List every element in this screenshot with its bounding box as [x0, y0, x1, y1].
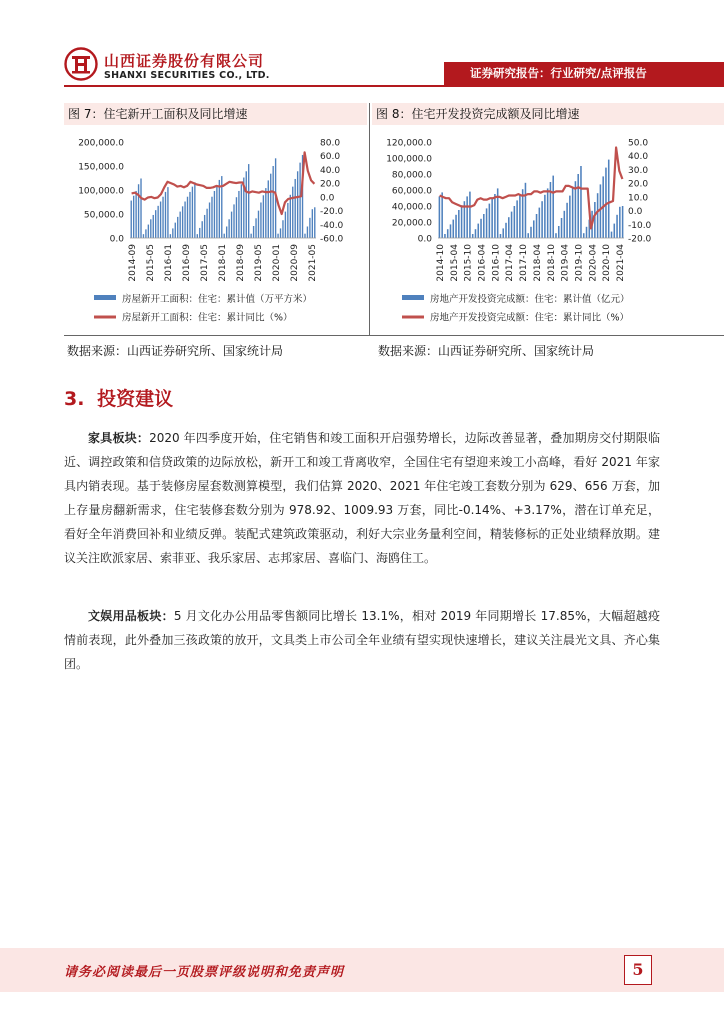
chart-bar — [170, 234, 171, 238]
right-axis-tick-label: -10.0 — [628, 220, 652, 231]
chart-bar — [472, 234, 474, 238]
x-axis-tick-label: 2015-10 — [463, 244, 474, 282]
left-axis-tick-label: 80,000.0 — [391, 170, 432, 181]
chart-bar — [199, 228, 200, 238]
footer-disclaimer: 请务必阅读最后一页股票评级说明和免责声明 — [64, 965, 345, 980]
right-axis-tick-label: 0.0 — [628, 207, 643, 218]
chart-bar — [600, 184, 602, 238]
chart-bar — [611, 232, 613, 238]
chart-bar — [541, 201, 543, 238]
x-axis-tick-label: 2018-09 — [236, 244, 246, 282]
chart-bar — [241, 184, 242, 238]
right-axis-tick-label: 0.0 — [320, 193, 335, 204]
chart-bar — [539, 208, 541, 238]
chart-bar — [486, 208, 488, 238]
chart-bar — [450, 224, 452, 238]
chart-bar — [292, 187, 293, 238]
left-axis-tick-label: 0.0 — [109, 234, 124, 245]
chart-bar — [133, 196, 134, 238]
chart-bar — [586, 227, 588, 238]
report-type: 证券研究报告：行业研究/点评报告 — [470, 66, 647, 80]
chart-bar — [219, 180, 220, 238]
chart-bar — [172, 228, 173, 238]
chart-bar — [575, 181, 577, 238]
figure-7-title: 图 7：住宅新开工面积及同比增速 — [64, 103, 367, 125]
chart-bar — [447, 229, 449, 238]
chart-bar — [491, 199, 493, 238]
chart-bar — [580, 166, 582, 238]
x-axis-tick-label: 2015-05 — [146, 244, 156, 282]
chart-bar — [238, 191, 239, 238]
chart-bar — [614, 224, 616, 238]
section-title: 投资建议 — [97, 388, 174, 410]
chart-bar — [248, 164, 249, 238]
chart-bar — [314, 207, 315, 238]
chart-bar — [572, 188, 574, 238]
chart-residential-investment — [372, 128, 724, 333]
chart-bar — [500, 234, 502, 238]
chart-bar — [143, 234, 144, 238]
left-axis-tick-label: 0.0 — [417, 234, 432, 245]
chart-bar — [246, 171, 247, 238]
chart-bar — [536, 214, 538, 238]
figure-8-title: 图 8：住宅开发投资完成额及同比增速 — [372, 103, 724, 125]
chart-bar — [533, 220, 535, 238]
chart-bar — [204, 215, 205, 238]
left-axis-tick-label: 100,000.0 — [386, 154, 432, 165]
chart-bar — [290, 195, 291, 238]
chart-bar — [160, 202, 161, 238]
right-axis-tick-label: 20.0 — [320, 179, 341, 190]
figure-8-source: 数据来源：山西证券研究所、国家统计局 — [378, 344, 595, 358]
x-axis-tick-label: 2021-04 — [616, 244, 626, 282]
right-axis-tick-label: 60.0 — [320, 152, 341, 163]
chart-bar — [268, 180, 269, 238]
chart-bar — [547, 188, 549, 238]
chart-bar — [165, 192, 166, 238]
chart-bar — [157, 206, 158, 238]
left-axis-tick-label: 120,000.0 — [386, 138, 432, 149]
chart-bar — [566, 203, 568, 238]
x-axis-tick-label: 2020-09 — [290, 244, 300, 282]
chart-bar — [226, 226, 227, 238]
chart-bar — [469, 192, 471, 238]
chart-bar — [461, 205, 463, 238]
chart-bar — [167, 187, 168, 238]
legend-swatch-bar — [94, 295, 116, 300]
chart-bar — [231, 212, 232, 238]
chart-bar — [233, 204, 234, 238]
chart-bar — [131, 201, 132, 238]
x-axis-tick-label: 2016-01 — [164, 244, 174, 282]
chart-bar — [299, 163, 300, 238]
x-axis-tick-label: 2014-10 — [436, 244, 446, 282]
chart-bar — [297, 171, 298, 238]
x-axis-tick-label: 2020-01 — [272, 244, 282, 282]
figure-divider — [369, 103, 370, 335]
legend-label-bar: 房地产开发投资完成额：住宅：累计值（亿元） — [430, 294, 630, 305]
chart-bar — [197, 234, 198, 238]
chart-bar — [250, 234, 251, 238]
chart-bar — [508, 217, 510, 238]
figure-bottom-rule — [64, 335, 724, 336]
right-axis-tick-label: 20.0 — [628, 179, 649, 190]
right-axis-tick-label: -40.0 — [320, 220, 344, 231]
chart-bar — [477, 224, 479, 238]
chart-bar — [452, 220, 454, 238]
chart-bar — [622, 206, 624, 238]
chart-bar — [189, 192, 190, 238]
x-axis-tick-label: 2014-09 — [128, 244, 138, 282]
chart-bar — [307, 226, 308, 238]
chart-bar — [544, 195, 546, 238]
chart-bar — [265, 188, 266, 238]
chart-bar — [206, 209, 207, 238]
x-axis-tick-label: 2020-10 — [602, 244, 613, 282]
chart-bar — [150, 219, 151, 238]
chart-bar — [138, 184, 139, 238]
chart-bar — [295, 179, 296, 238]
chart-bar — [530, 227, 532, 238]
chart-bar — [258, 211, 259, 238]
chart-bar — [505, 223, 507, 238]
right-axis-tick-label: 30.0 — [628, 165, 649, 176]
section-number: 3. — [64, 388, 85, 410]
chart-bar — [577, 174, 579, 238]
paragraph-furniture-text: 2020 年四季度开始，住宅销售和竣工面积开启强势增长，边际改善显著，叠加期房交付期限临近、调控政策和信贷政策的边际放松，新开工和竣工背离收窄，全国住宅有望迎来竣工小高峰，看好 2021 年家具内销表现。基于装修房屋套数测算模型，我们估算 2020、2021 年住宅竣工套数分别为 629、656 万套，加上存量房翻新需求，住宅装修套数分别为 978.92、1009.93 万套，同比-0.14%、+3.17%，潜在订单充足，看好全年消费回补和业绩反弹。装配式建筑政策驱动，利好大宗业务量利空间，精装修标的正处业绩释放期。建议关注欧派家居、索菲亚、我乐家居、志邦家居、喜临门、海鸥住工。 — [64, 431, 660, 565]
chart-bar — [135, 191, 136, 238]
chart-bar — [516, 200, 518, 238]
chart-bar — [202, 221, 203, 238]
chart-bar — [304, 234, 305, 238]
left-axis-tick-label: 100,000.0 — [78, 186, 124, 197]
x-axis-tick-label: 2019-05 — [254, 244, 264, 282]
chart-bar — [558, 226, 560, 238]
chart-bar — [561, 218, 563, 238]
chart-bar — [277, 234, 278, 238]
x-axis-tick-label: 2021-05 — [308, 244, 318, 282]
left-axis-tick-label: 200,000.0 — [78, 138, 124, 149]
chart-bar — [511, 212, 513, 238]
right-axis-tick-label: 40.0 — [628, 152, 649, 163]
chart-bar — [255, 218, 256, 238]
chart-bar — [594, 202, 596, 238]
chart-bar — [458, 210, 460, 238]
chart-bar — [236, 197, 237, 238]
left-axis-tick-label: 40,000.0 — [391, 202, 432, 213]
x-axis-tick-label: 2017-04 — [505, 244, 516, 282]
chart-bar — [514, 206, 516, 238]
chart-bar — [228, 219, 229, 238]
paragraph-stationery-lead: 文娱用品板块： — [88, 609, 174, 623]
legend-label-line: 房屋新开工面积：住宅：累计同比（%） — [122, 312, 293, 324]
chart-bar — [519, 195, 521, 238]
x-axis-tick-label: 2020-04 — [588, 243, 599, 282]
chart-bar — [209, 202, 210, 238]
company-name-en: SHANXI SECURITIES CO., LTD. — [104, 70, 270, 81]
page-number: 5 — [624, 955, 652, 985]
chart-bar — [182, 206, 183, 238]
x-axis-tick-label: 2016-04 — [477, 244, 488, 282]
chart-bar — [502, 228, 504, 238]
chart-bar — [480, 219, 482, 238]
chart-bar — [192, 187, 193, 238]
right-axis-tick-label: 40.0 — [320, 165, 341, 176]
legend-swatch-bar — [402, 295, 424, 300]
chart-bar — [597, 193, 599, 238]
chart-bar — [552, 176, 554, 238]
chart-line-yoy — [132, 152, 315, 214]
chart-bar — [616, 215, 618, 238]
chart-bar — [175, 223, 176, 238]
x-axis-tick-label: 2019-04 — [560, 244, 571, 282]
chart-bar — [583, 233, 585, 238]
paragraph-furniture — [64, 426, 660, 570]
chart-bar — [555, 233, 557, 238]
left-axis-tick-label: 150,000.0 — [78, 162, 124, 173]
chart-bar — [214, 191, 215, 238]
chart-residential-new-starts — [64, 128, 367, 333]
chart-bar — [162, 197, 163, 238]
x-axis-tick-label: 2016-09 — [182, 244, 192, 282]
chart-bar — [263, 195, 264, 238]
company-name-cn: 山西证券股份有限公司 — [104, 52, 265, 70]
chart-bar — [272, 166, 273, 238]
company-logo-icon — [64, 47, 98, 81]
chart-bar — [148, 225, 149, 238]
x-axis-tick-label: 2016-10 — [491, 244, 502, 282]
chart-bar — [216, 185, 217, 238]
chart-bar — [527, 233, 529, 238]
chart-bar — [525, 183, 527, 238]
chart-bar — [569, 196, 571, 238]
chart-bar — [455, 215, 457, 238]
chart-bar — [608, 160, 610, 238]
chart-bar — [309, 218, 310, 238]
chart-bar — [494, 194, 496, 238]
chart-bar — [285, 212, 286, 238]
right-axis-tick-label: -20.0 — [628, 234, 652, 245]
chart-bar — [280, 228, 281, 238]
paragraph-stationery — [64, 604, 660, 676]
header-rule — [64, 85, 724, 87]
right-axis-tick-label: 50.0 — [628, 138, 649, 149]
x-axis-tick-label: 2015-04 — [449, 244, 460, 282]
chart-bar — [177, 217, 178, 238]
chart-bar — [155, 210, 156, 238]
chart-bar — [619, 207, 621, 238]
chart-bar — [439, 196, 441, 238]
chart-bar — [444, 234, 446, 238]
right-axis-tick-label: -20.0 — [320, 207, 344, 218]
x-axis-tick-label: 2017-10 — [519, 244, 530, 282]
chart-bar — [483, 214, 485, 238]
chart-bar — [140, 178, 141, 238]
right-axis-tick-label: -60.0 — [320, 234, 344, 245]
paragraph-stationery-text: 5 月文化办公用品零售额同比增长 13.1%，相对 2019 年同期增长 17.85%，大幅超越疫情前表现，此外叠加三孩政策的放开，文具类上市公司全年业绩有望实现快速增长，建议关注晨光文具、齐心集团。 — [64, 609, 660, 671]
left-axis-tick-label: 20,000.0 — [391, 218, 432, 229]
x-axis-tick-label: 2018-04 — [532, 244, 543, 282]
chart-bar — [270, 174, 271, 238]
x-axis-tick-label: 2017-05 — [200, 244, 210, 282]
x-axis-tick-label: 2019-10 — [574, 244, 585, 282]
chart-bar — [179, 212, 180, 238]
right-axis-tick-label: 10.0 — [628, 193, 649, 204]
chart-bar — [466, 196, 468, 238]
left-axis-tick-label: 60,000.0 — [391, 186, 432, 197]
x-axis-tick-label: 2018-01 — [218, 244, 228, 282]
x-axis-tick-label: 2018-10 — [546, 244, 557, 282]
chart-bar — [489, 204, 491, 238]
chart-bar — [194, 182, 195, 238]
chart-bar — [211, 197, 212, 238]
chart-bar — [260, 202, 261, 238]
chart-bar — [184, 202, 185, 238]
chart-bar — [253, 226, 254, 238]
chart-bar — [187, 197, 188, 238]
chart-bar — [145, 229, 146, 238]
legend-label-bar: 房屋新开工面积：住宅：累计值（万平方米） — [122, 294, 313, 305]
chart-bar — [224, 234, 225, 238]
chart-bar — [287, 203, 288, 238]
chart-bar — [475, 229, 477, 238]
chart-bar — [312, 209, 313, 238]
section-heading — [64, 384, 173, 411]
right-axis-tick-label: 80.0 — [320, 138, 341, 149]
chart-bar — [441, 192, 443, 238]
chart-bar — [564, 211, 566, 238]
chart-bar — [282, 220, 283, 238]
figure-7-source: 数据来源：山西证券研究所、国家统计局 — [67, 344, 284, 358]
legend-label-line: 房地产开发投资完成额：住宅：累计同比（%） — [430, 312, 630, 324]
left-axis-tick-label: 50,000.0 — [83, 210, 124, 221]
chart-bar — [153, 215, 154, 238]
paragraph-furniture-lead: 家具板块： — [88, 431, 150, 445]
